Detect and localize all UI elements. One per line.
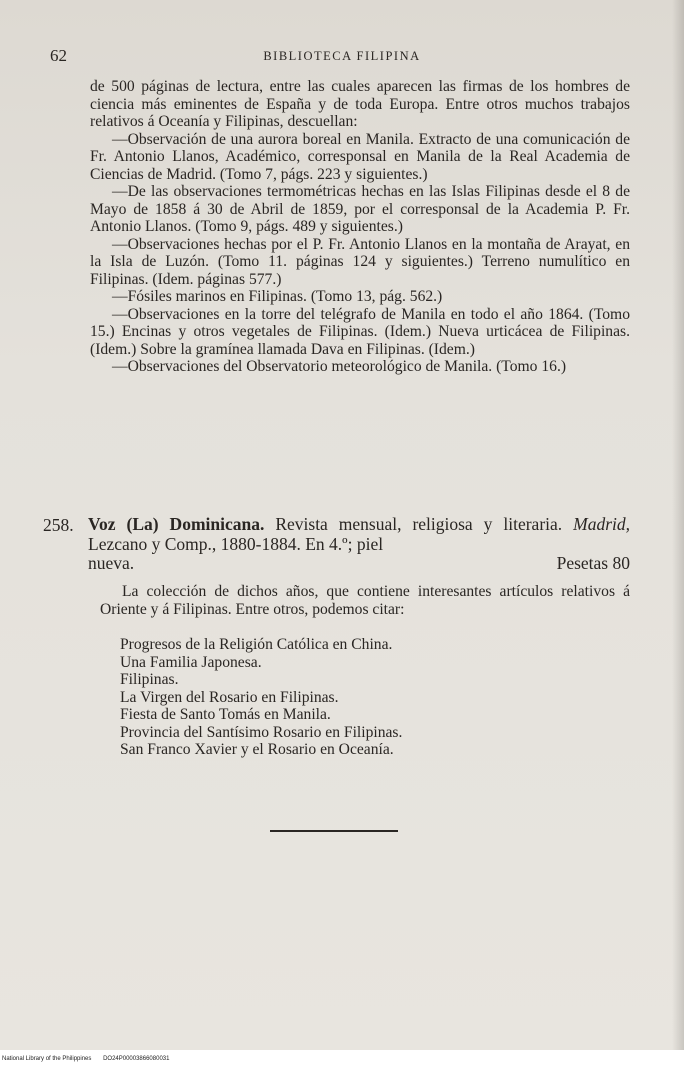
catalog-entry	[88, 515, 630, 574]
observation-item: —De las observaciones termométricas hechas en las Islas Filipinas desde el 8 de Mayo de 1858 á 30 de Abril de 1859, por el corresponsal de la Academia P. Fr. Antonio Llanos. (Tomo 9, págs. 489 y siguientes.)	[90, 183, 630, 235]
entry-publisher: Lezcano y Comp., 1880-1884. En 4.º; piel	[88, 533, 384, 554]
barcode-id: DO24P00003866080031	[103, 1056, 170, 1062]
article-item: San Franco Xavier y el Rosario en Oceanía.	[120, 741, 394, 758]
observation-item: —Observaciones en la torre del telégrafo de Manila en todo el año 1864. (Tomo 15.) Encinas y otros vegetales de Filipinas. (Idem.) Nueva urticácea de Filipinas. (Idem.) Sobre la gramínea llamada Dava en Filipinas. (Idem.)	[90, 305, 630, 358]
entry-place: Madrid,	[573, 514, 630, 534]
article-item: Fiesta de Santo Tomás en Manila.	[120, 706, 331, 723]
library-credit: National Library of the Philippines	[2, 1056, 92, 1062]
entry-binding-end: nueva.	[88, 553, 135, 573]
price-row	[88, 554, 630, 574]
observation-item: —Observaciones del Observatorio meteorológico de Manila. (Tomo 16.)	[112, 358, 567, 375]
entry-heading	[88, 515, 630, 554]
entry-price: Pesetas 80	[556, 553, 630, 573]
entry-note-section	[100, 583, 630, 618]
observation-item: —Observaciones hechas por el P. Fr. Antonio Llanos en la montaña de Arayat, en la Isla de Luzón. (Tomo 11. páginas 124 y siguientes.) Terreno numulítico en Filipinas. (Idem. páginas 577.)	[90, 235, 630, 288]
section-divider	[270, 830, 398, 832]
running-title: BIBLIOTECA FILIPINA	[263, 49, 421, 63]
page-header	[0, 46, 684, 68]
entry-number: 258.	[43, 515, 74, 535]
scan-footer	[2, 1056, 179, 1062]
entry-title: Voz (La) Dominicana.	[88, 514, 265, 534]
article-item: Progresos de la Religión Católica en China.	[120, 636, 393, 653]
article-item: Filipinas.	[120, 671, 179, 688]
continuation-paragraph: de 500 páginas de lectura, entre las cuales aparecen las firmas de los hombres de ciencia más eminentes de España y de toda Europa. Entre otros muchos trabajos relativos á Oceanía y Filipinas, descuellan:	[90, 78, 630, 130]
entry-description: Revista mensual, religiosa y literaria.	[275, 514, 563, 534]
observation-item: —Observación de una aurora boreal en Manila. Extracto de una comunicación de Fr. Antonio Llanos, Académico, corresponsal en Manila de la Real Academia de Ciencias de Madrid. (Tomo 7, págs. 223 y siguientes.)	[90, 130, 630, 183]
article-list	[120, 636, 600, 759]
continuation-section	[90, 78, 630, 376]
entry-note: La colección de dichos años, que contiene interesantes artículos relativos á Oriente y á Filipinas. Entre otros, podemos citar:	[100, 583, 630, 618]
observation-item: —Fósiles marinos en Filipinas. (Tomo 13, pág. 562.)	[112, 288, 443, 305]
article-item: La Virgen del Rosario en Filipinas.	[120, 688, 339, 706]
article-item: Provincia del Santísimo Rosario en Filipinas.	[120, 723, 403, 741]
article-list-block	[120, 636, 600, 759]
page-number: 62	[50, 46, 67, 65]
article-item: Una Familia Japonesa.	[120, 653, 262, 671]
